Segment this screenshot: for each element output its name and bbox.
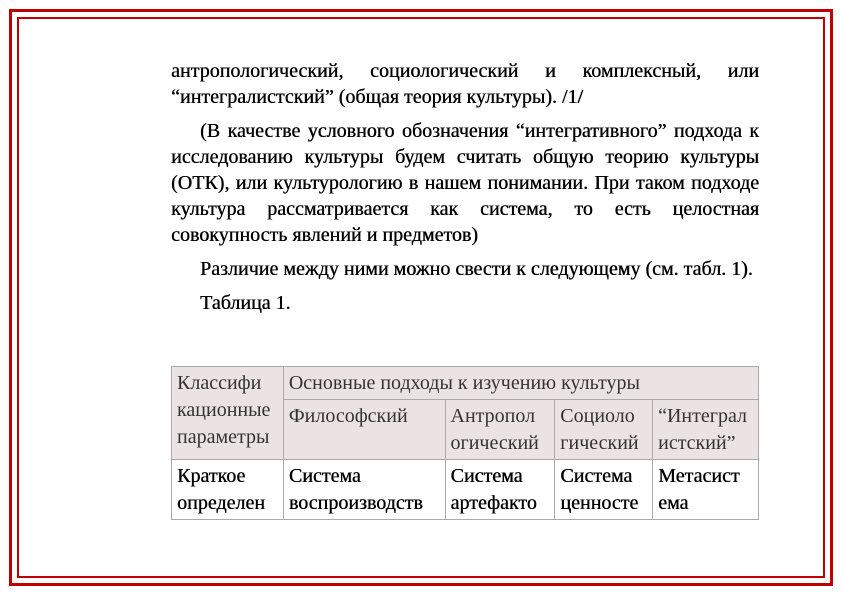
cell-short-definition: Краткое определен bbox=[172, 460, 284, 520]
header-main-approaches: Основные подходы к изучению культуры bbox=[283, 367, 758, 400]
header-philosophical: Философский bbox=[283, 400, 445, 460]
header-sociological: Социоло гический bbox=[555, 400, 653, 460]
header-anthropological: Антропол огический bbox=[445, 400, 555, 460]
table-row bbox=[172, 460, 759, 520]
table-caption: Таблица 1. bbox=[200, 292, 291, 314]
cell-anthropological-definition: Система артефакто bbox=[445, 460, 555, 520]
header-integralist: “Интеграл истский” bbox=[653, 400, 759, 460]
approaches-table bbox=[171, 366, 759, 520]
header-classification-parameters: Классифи кационные параметры bbox=[172, 367, 284, 460]
cell-philosophical-definition: Система воспроизводств bbox=[283, 460, 445, 520]
paragraph-integrative-note: (В качестве условного обозначения “интегративного” подхода к исследованию культуры будем считать общую теорию культуры (ОТК), или культурологию в нашем понимании. При таком подходе культура рассматривается как система, то есть целостная совокупность явлений и предметов) bbox=[171, 120, 759, 246]
paragraph-difference-intro: Различие между ними можно свести к следующему (см. табл. 1). bbox=[200, 258, 753, 280]
cell-integralist-definition: Метасист ема bbox=[653, 460, 759, 520]
document-body bbox=[171, 58, 759, 324]
paragraph-approaches-list: антропологический, социологический и комплексный, или “интегралистский” (общая теория культуры). /1/ bbox=[171, 60, 759, 108]
cell-sociological-definition: Система ценносте bbox=[555, 460, 653, 520]
